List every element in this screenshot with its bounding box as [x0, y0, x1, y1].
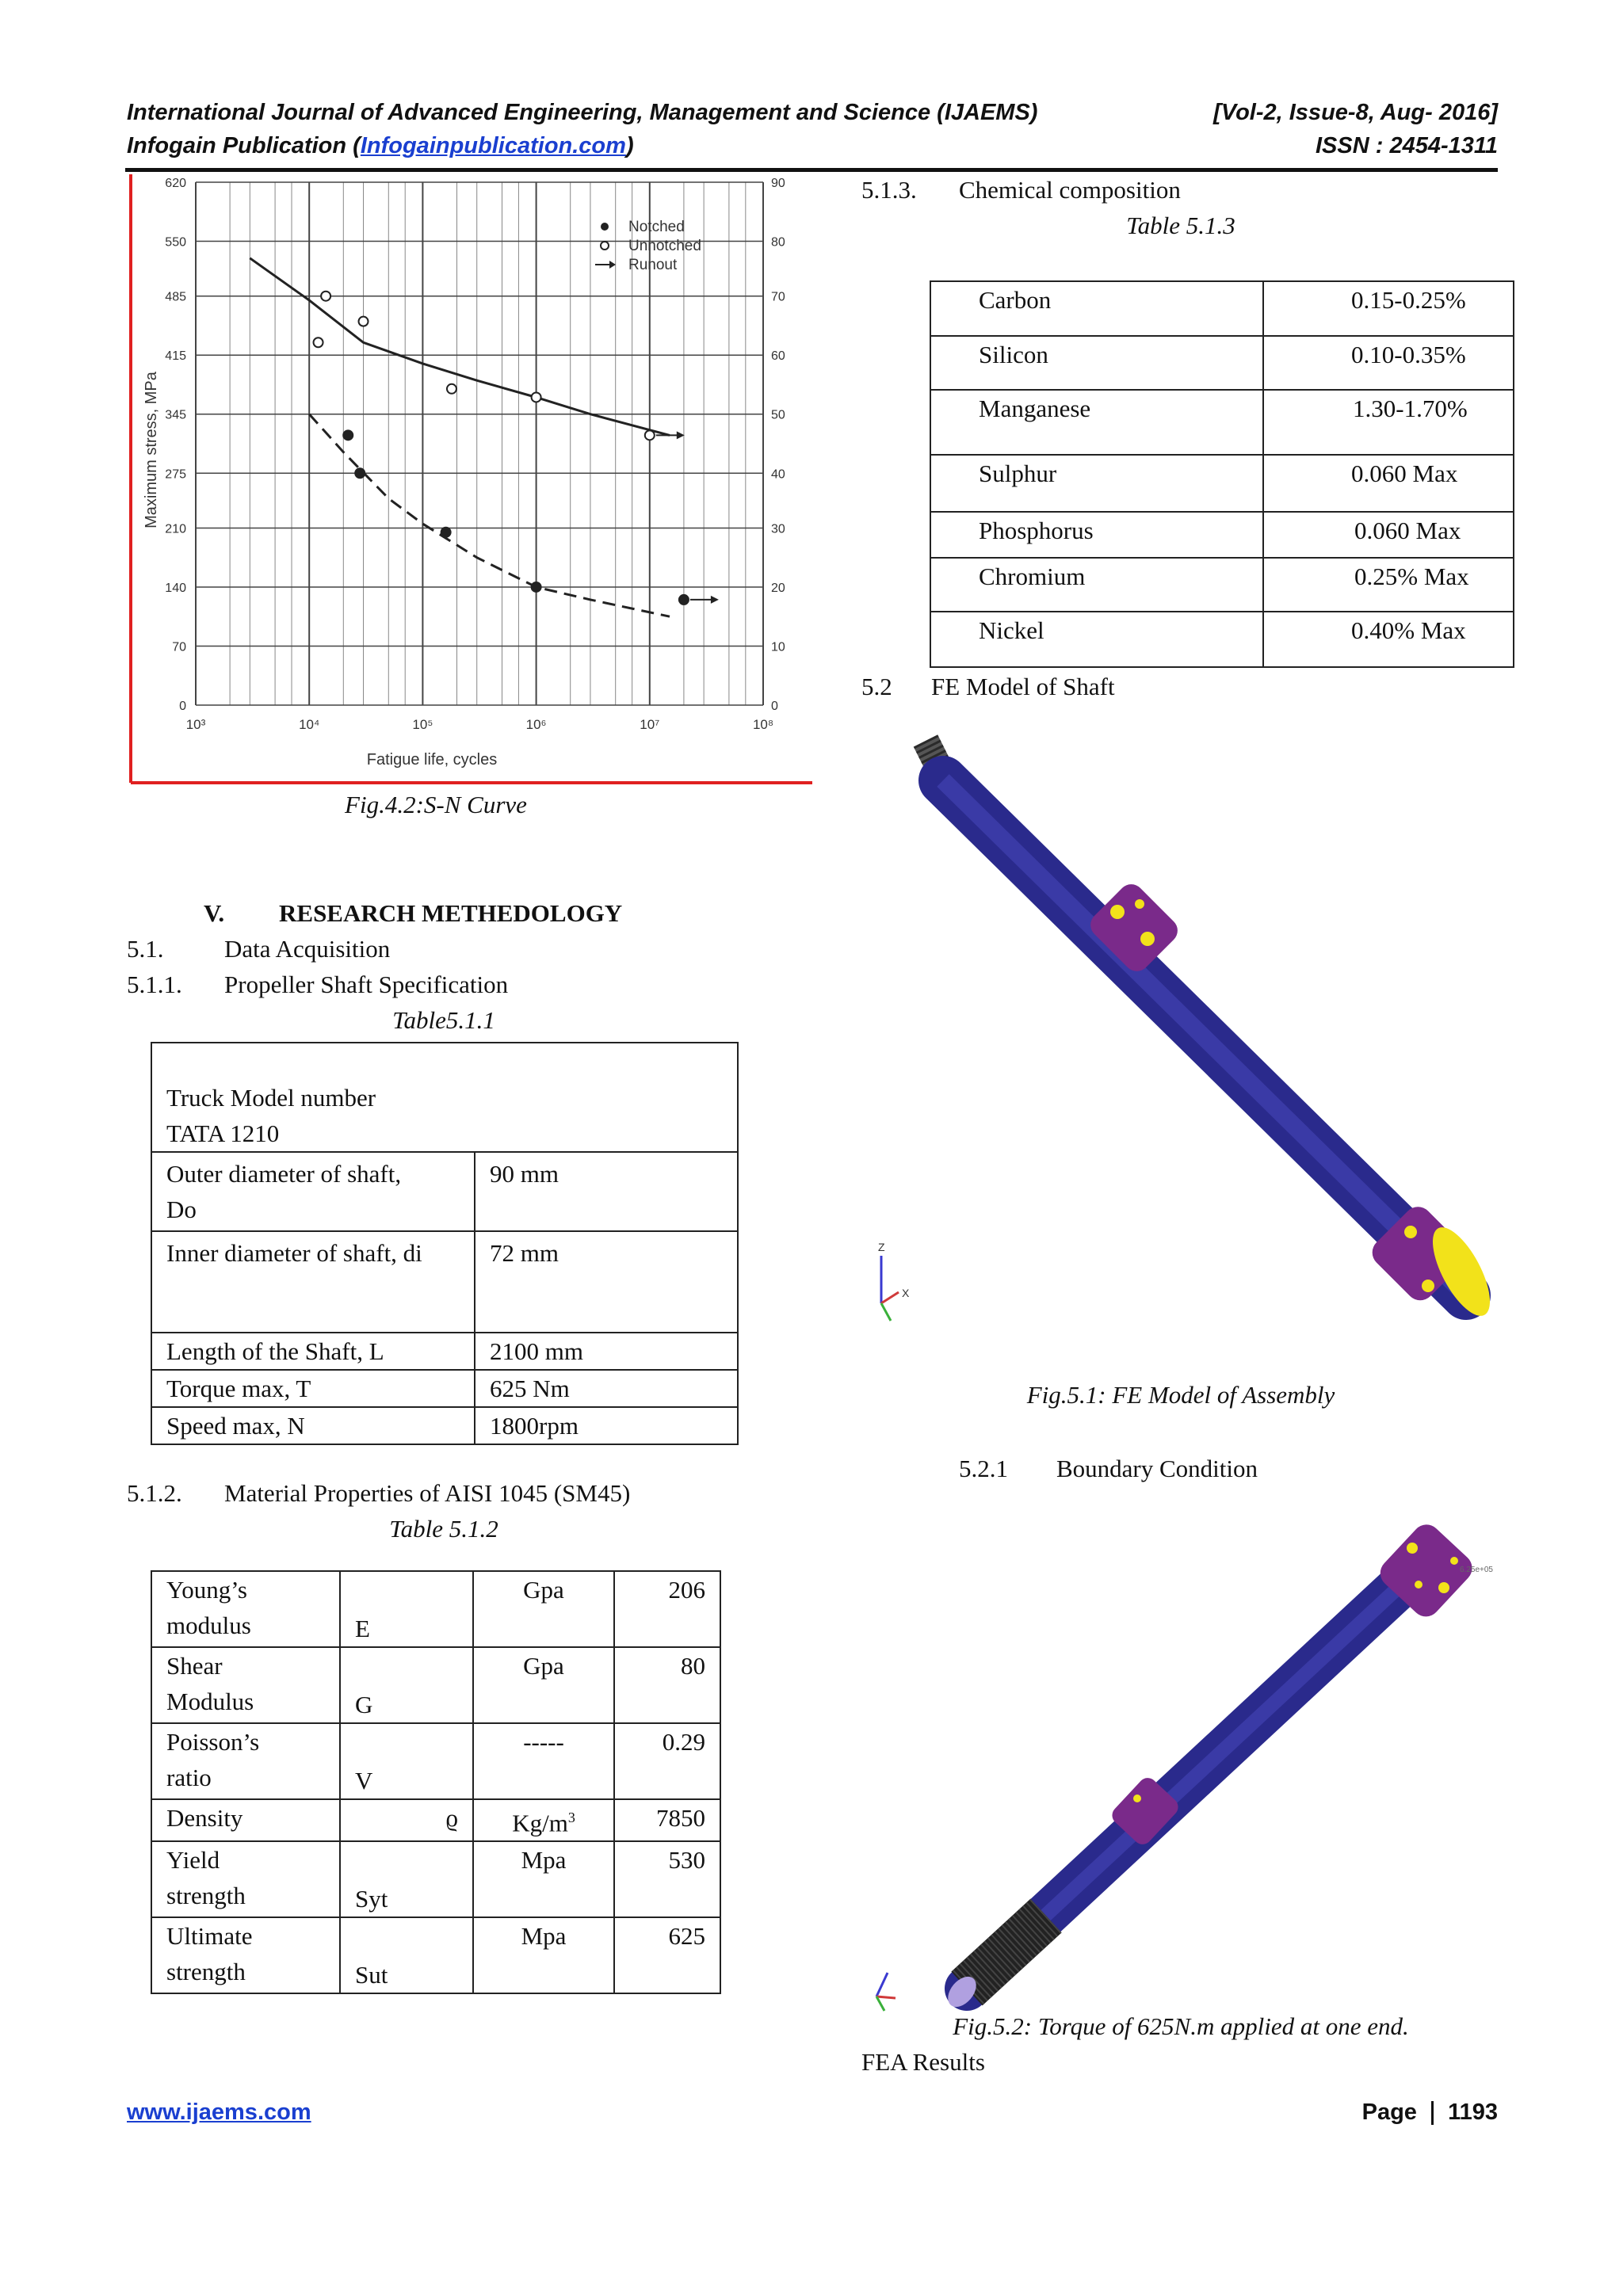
prop-value: 0.29	[614, 1723, 720, 1799]
prop-unit: Mpa	[473, 1917, 614, 1993]
prop-name	[151, 1917, 340, 1993]
prop-symbol: V	[340, 1723, 473, 1799]
spec-label	[151, 1152, 475, 1231]
legend-notched: Notched	[628, 219, 685, 235]
element-name: Sulphur	[930, 455, 1263, 512]
x-tick-label: 10⁵	[412, 717, 433, 732]
y-tick-label-right: 0	[771, 700, 778, 713]
table-row	[151, 1917, 720, 1993]
table-row	[151, 1333, 738, 1370]
shaft-highlight	[943, 780, 1466, 1295]
s52-num: 5.2	[861, 673, 892, 700]
data-point-unnotched	[359, 317, 369, 326]
table-row	[930, 455, 1514, 512]
prop-symbol: Sut	[340, 1917, 473, 1993]
s521-num: 5.2.1	[959, 1455, 1008, 1482]
y-tick-label-right: 40	[771, 467, 785, 482]
fig52-caption: Fig.5.2: Torque of 625N.m applied at one end.	[953, 2012, 1409, 2040]
publisher-link[interactable]: Infogainpublication.com	[360, 133, 626, 158]
y-tick-label-right: 50	[771, 408, 785, 422]
y-tick-label-right: 30	[771, 522, 785, 536]
prop-name-line: ratio	[166, 1764, 212, 1791]
y-tick-label: 140	[165, 581, 186, 595]
y-tick-label: 620	[165, 177, 186, 190]
boundary-condition-figure	[864, 1513, 1498, 2012]
table-row	[151, 1799, 720, 1841]
y-tick-label-right: 70	[771, 290, 785, 304]
table-row	[151, 1152, 738, 1231]
footer-website	[127, 2100, 311, 2126]
table-row	[930, 336, 1514, 390]
prop-name	[151, 1841, 340, 1917]
axis-triad-icon	[876, 1973, 896, 2011]
fe-model-figure	[864, 725, 1498, 1343]
prop-name: Density	[151, 1799, 340, 1841]
prop-value: 206	[614, 1571, 720, 1647]
website-link[interactable]: www.ijaems.com	[127, 2100, 311, 2125]
table3-caption: Table 5.1.3	[1126, 212, 1235, 239]
y-tick-label-right: 60	[771, 349, 785, 364]
element-value: 0.25% Max	[1263, 558, 1514, 612]
spec-value: 2100 mm	[475, 1333, 738, 1370]
publisher-line	[127, 133, 634, 159]
data-point-unnotched	[532, 392, 541, 402]
y-tick-label: 275	[165, 467, 186, 482]
s511-num: 5.1.1.	[127, 971, 182, 998]
y-tick-label: 550	[165, 235, 186, 250]
table1-caption: Table5.1.1	[392, 1006, 495, 1034]
prop-unit: Mpa	[473, 1841, 614, 1917]
table-row	[930, 390, 1514, 455]
journal-title: International Journal of Advanced Engineering, Management and Science (IJAEMS)	[127, 100, 1038, 125]
prop-symbol: G	[340, 1647, 473, 1723]
prop-name	[151, 1647, 340, 1723]
sn-curves	[250, 258, 670, 616]
volume-info: [Vol-2, Issue-8, Aug- 2016]	[1213, 100, 1498, 125]
fit-curve-unnotched	[250, 258, 670, 436]
x-tick-label: 10⁶	[525, 717, 547, 732]
table-row	[151, 1370, 738, 1407]
s512-num: 5.1.2.	[127, 1479, 182, 1507]
x-tick-label: 10⁴	[299, 717, 320, 732]
sn-curve-figure	[129, 174, 812, 784]
data-point-unnotched	[321, 292, 330, 301]
s51-num: 5.1.	[127, 935, 164, 963]
prop-name-line: strength	[166, 1882, 246, 1910]
prop-value: 530	[614, 1841, 720, 1917]
y-tick-label: 210	[165, 522, 186, 536]
table-row	[930, 558, 1514, 612]
table-row	[151, 1647, 720, 1723]
s521-title: Boundary Condition	[1056, 1455, 1258, 1482]
sn-xlabel: Fatigue life, cycles	[366, 751, 498, 769]
table-row	[930, 281, 1514, 336]
torque-label-mark: 6.25e+05	[1460, 1566, 1493, 1574]
data-point-notched	[343, 430, 353, 440]
sn-points	[314, 292, 719, 605]
data-point-notched	[441, 528, 451, 537]
legend-runout: Runout	[628, 257, 678, 273]
element-name: Chromium	[930, 558, 1263, 612]
prop-name-line: Yield	[166, 1846, 220, 1875]
fe-model-image	[864, 725, 1498, 1343]
prop-name-line: strength	[166, 1958, 246, 1986]
element-name: Phosphorus	[930, 512, 1263, 558]
prop-value: 80	[614, 1647, 720, 1723]
element-value: 0.10-0.35%	[1263, 336, 1514, 390]
element-name: Carbon	[930, 281, 1263, 336]
runout-arrow	[677, 431, 685, 439]
sn-grid	[196, 182, 763, 705]
prop-name-line: Shear	[166, 1652, 223, 1680]
element-value: 0.060 Max	[1263, 512, 1514, 558]
prop-unit: -----	[473, 1723, 614, 1799]
element-value: 1.30-1.70%	[1263, 390, 1514, 455]
legend-unnotched: Unnotched	[628, 238, 701, 254]
svg-text:X: X	[902, 1287, 910, 1299]
table-row	[151, 1723, 720, 1799]
spec-label: Length of the Shaft, L	[151, 1333, 475, 1370]
y-tick-label-right: 80	[771, 235, 785, 250]
data-point-notched	[679, 595, 689, 605]
element-name: Silicon	[930, 336, 1263, 390]
spec-label: Inner diameter of shaft, di	[151, 1231, 475, 1333]
page-separator	[1431, 2101, 1434, 2125]
section-heading: RESEARCH METHEDOLOGY	[279, 899, 623, 927]
spec-label: Speed max, N	[151, 1407, 475, 1444]
prop-symbol: E	[340, 1571, 473, 1647]
runout-arrow	[711, 596, 719, 604]
element-value: 0.40% Max	[1263, 612, 1514, 667]
prop-unit: Gpa	[473, 1647, 614, 1723]
prop-name-line: Modulus	[166, 1688, 254, 1715]
legend-unnotched-marker	[601, 242, 609, 250]
prop-name-line: Young’s	[166, 1576, 247, 1604]
chemical-composition-table	[930, 280, 1514, 668]
axis-triad-icon	[878, 1241, 910, 1321]
shaft-spec-table	[151, 1042, 739, 1445]
prop-name-line: Poisson’s	[166, 1728, 260, 1756]
sn-ticks	[165, 177, 785, 732]
s513-title: Chemical composition	[959, 176, 1181, 204]
spec-label: Torque max, T	[151, 1370, 475, 1407]
table-row	[930, 612, 1514, 667]
truck-model-value: TATA 1210	[166, 1119, 280, 1147]
y-tick-label: 345	[165, 408, 186, 422]
s513-num: 5.1.3.	[861, 176, 917, 204]
prop-name-line: modulus	[166, 1611, 251, 1639]
y-tick-label-right: 10	[771, 640, 785, 654]
table-row	[151, 1043, 738, 1152]
x-tick-label: 10⁷	[640, 717, 660, 732]
prop-unit	[473, 1799, 614, 1841]
fig42-caption: Fig.4.2:S-N Curve	[345, 791, 527, 818]
prop-unit-sup: 3	[567, 1810, 575, 1825]
prop-name	[151, 1571, 340, 1647]
truck-model-label: Truck Model number	[166, 1084, 376, 1112]
y-tick-label: 70	[172, 640, 186, 654]
fig51-caption: Fig.5.1: FE Model of Assembly	[1026, 1381, 1335, 1409]
data-point-notched	[355, 468, 365, 478]
prop-name	[151, 1723, 340, 1799]
publisher-prefix: Infogain Publication (	[127, 133, 361, 158]
s51-title: Data Acquisition	[224, 935, 391, 963]
data-point-unnotched	[314, 338, 323, 347]
table-row	[151, 1231, 738, 1333]
s512-title: Material Properties of AISI 1045 (SM45)	[224, 1479, 631, 1507]
sn-ylabel: Maximum stress, MPa	[143, 372, 160, 528]
y-tick-label: 415	[165, 349, 186, 364]
prop-symbol: ϱ	[340, 1799, 473, 1841]
spec-label-line: Do	[166, 1196, 197, 1223]
svg-text:Z: Z	[878, 1241, 885, 1253]
y-tick-label-right: 90	[771, 177, 785, 190]
data-point-unnotched	[447, 384, 456, 394]
table-row	[930, 512, 1514, 558]
prop-name-line: Ultimate	[166, 1922, 253, 1951]
y-tick-label-right: 20	[771, 581, 785, 595]
prop-symbol: Syt	[340, 1841, 473, 1917]
s511-title: Propeller Shaft Specification	[224, 971, 509, 998]
element-name: Nickel	[930, 612, 1263, 667]
spec-value: 625 Nm	[475, 1370, 738, 1407]
data-point-unnotched	[645, 430, 655, 440]
fea-results-heading: FEA Results	[861, 2048, 985, 2076]
page-label: Page	[1361, 2100, 1417, 2125]
x-tick-label: 10³	[185, 717, 206, 732]
prop-unit-text: Kg/m	[512, 1809, 568, 1837]
spec-value: 72 mm	[475, 1231, 738, 1333]
element-name: Manganese	[930, 390, 1263, 455]
prop-unit: Gpa	[473, 1571, 614, 1647]
x-tick-label: 10⁸	[752, 717, 774, 732]
boundary-condition-image	[864, 1513, 1498, 2012]
s52-title: FE Model of Shaft	[931, 673, 1115, 700]
y-tick-label: 0	[179, 700, 186, 713]
y-tick-label: 485	[165, 290, 186, 304]
truck-model-cell	[151, 1043, 738, 1152]
header-rule	[125, 168, 1498, 172]
spec-label-line: Outer diameter of shaft,	[166, 1160, 402, 1188]
section-num: V.	[204, 899, 225, 927]
publisher-suffix: )	[625, 133, 634, 158]
sn-legend	[595, 219, 701, 273]
issn: ISSN : 2454-1311	[1316, 133, 1498, 158]
spec-value: 90 mm	[475, 1152, 738, 1231]
data-point-notched	[532, 582, 541, 592]
legend-notched-marker	[601, 223, 609, 231]
table-row	[151, 1407, 738, 1444]
table2-caption: Table 5.1.2	[389, 1515, 498, 1543]
sn-curve-chart	[129, 174, 812, 784]
prop-value: 625	[614, 1917, 720, 1993]
table-row	[151, 1841, 720, 1917]
prop-value: 7850	[614, 1799, 720, 1841]
page-number: 1193	[1448, 2100, 1498, 2125]
footer-page	[1362, 2100, 1498, 2126]
table-row	[151, 1571, 720, 1647]
legend-runout-arrow	[609, 261, 616, 269]
spec-value: 1800rpm	[475, 1407, 738, 1444]
element-value: 0.060 Max	[1263, 455, 1514, 512]
material-props-table	[151, 1570, 721, 1994]
element-value: 0.15-0.25%	[1263, 281, 1514, 336]
